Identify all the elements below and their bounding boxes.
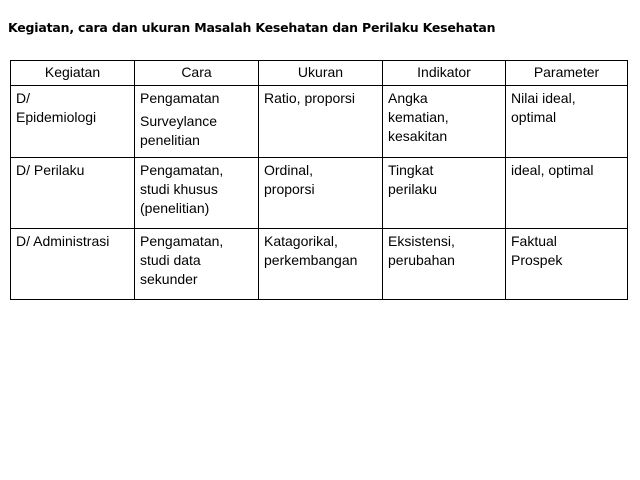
- cell-text: Ratio, proporsi: [264, 90, 356, 106]
- cell-text: Ordinal,: [264, 162, 314, 178]
- cell-kegiatan: [11, 229, 135, 300]
- cell-text: kesakitan: [388, 128, 448, 144]
- cell-text: perilaku: [388, 181, 438, 197]
- cell-text: perkembangan: [264, 252, 358, 268]
- header-cara: Cara: [135, 61, 259, 86]
- cell-text: penelitian: [140, 132, 200, 148]
- cell-text: Tingkat: [388, 162, 434, 178]
- cell-text: D/ Perilaku: [16, 162, 85, 178]
- page-title: Kegiatan, cara dan ukuran Masalah Kesehatan dan Perilaku Kesehatan: [8, 20, 496, 35]
- cell-indikator: [383, 86, 506, 158]
- cell-text: Pengamatan: [140, 90, 220, 106]
- cell-text: D/ Administrasi: [16, 233, 110, 249]
- cell-text: studi data: [140, 252, 201, 268]
- cell-text: Faktual: [511, 233, 557, 249]
- cell-ukuran: [259, 158, 383, 229]
- cell-text: Angka: [388, 90, 428, 106]
- cell-text: kematian,: [388, 109, 449, 125]
- cell-text: Nilai ideal,: [511, 90, 576, 106]
- cell-text: optimal: [511, 109, 557, 125]
- cell-text: Eksistensi,: [388, 233, 455, 249]
- cell-text: D/: [16, 90, 30, 106]
- table-row: [11, 229, 628, 300]
- header-ukuran: Ukuran: [259, 61, 383, 86]
- cell-indikator: [383, 229, 506, 300]
- cell-kegiatan: [11, 158, 135, 229]
- header-parameter: Parameter: [506, 61, 628, 86]
- cell-text: perubahan: [388, 252, 455, 268]
- table-row: [11, 158, 628, 229]
- cell-text: Pengamatan,: [140, 233, 224, 249]
- header-kegiatan: Kegiatan: [11, 61, 135, 86]
- cell-cara: [135, 86, 259, 158]
- cell-text: proporsi: [264, 181, 315, 197]
- cell-parameter: [506, 86, 628, 158]
- cell-text: Prospek: [511, 252, 563, 268]
- data-table: [10, 60, 628, 300]
- cell-text: Katagorikal,: [264, 233, 338, 249]
- cell-parameter: [506, 229, 628, 300]
- cell-text: (penelitian): [140, 200, 210, 216]
- table-row: [11, 86, 628, 158]
- cell-text: Pengamatan,: [140, 162, 224, 178]
- cell-ukuran: [259, 86, 383, 158]
- header-row: [11, 61, 628, 86]
- cell-kegiatan: [11, 86, 135, 158]
- cell-indikator: [383, 158, 506, 229]
- cell-text: Epidemiologi: [16, 109, 97, 125]
- cell-cara: [135, 158, 259, 229]
- cell-cara: [135, 229, 259, 300]
- cell-text: Surveylance: [140, 113, 218, 129]
- cell-text: sekunder: [140, 271, 198, 287]
- cell-text: ideal, optimal: [511, 162, 594, 178]
- header-indikator: Indikator: [383, 61, 506, 86]
- cell-parameter: [506, 158, 628, 229]
- cell-ukuran: [259, 229, 383, 300]
- cell-text: studi khusus: [140, 181, 218, 197]
